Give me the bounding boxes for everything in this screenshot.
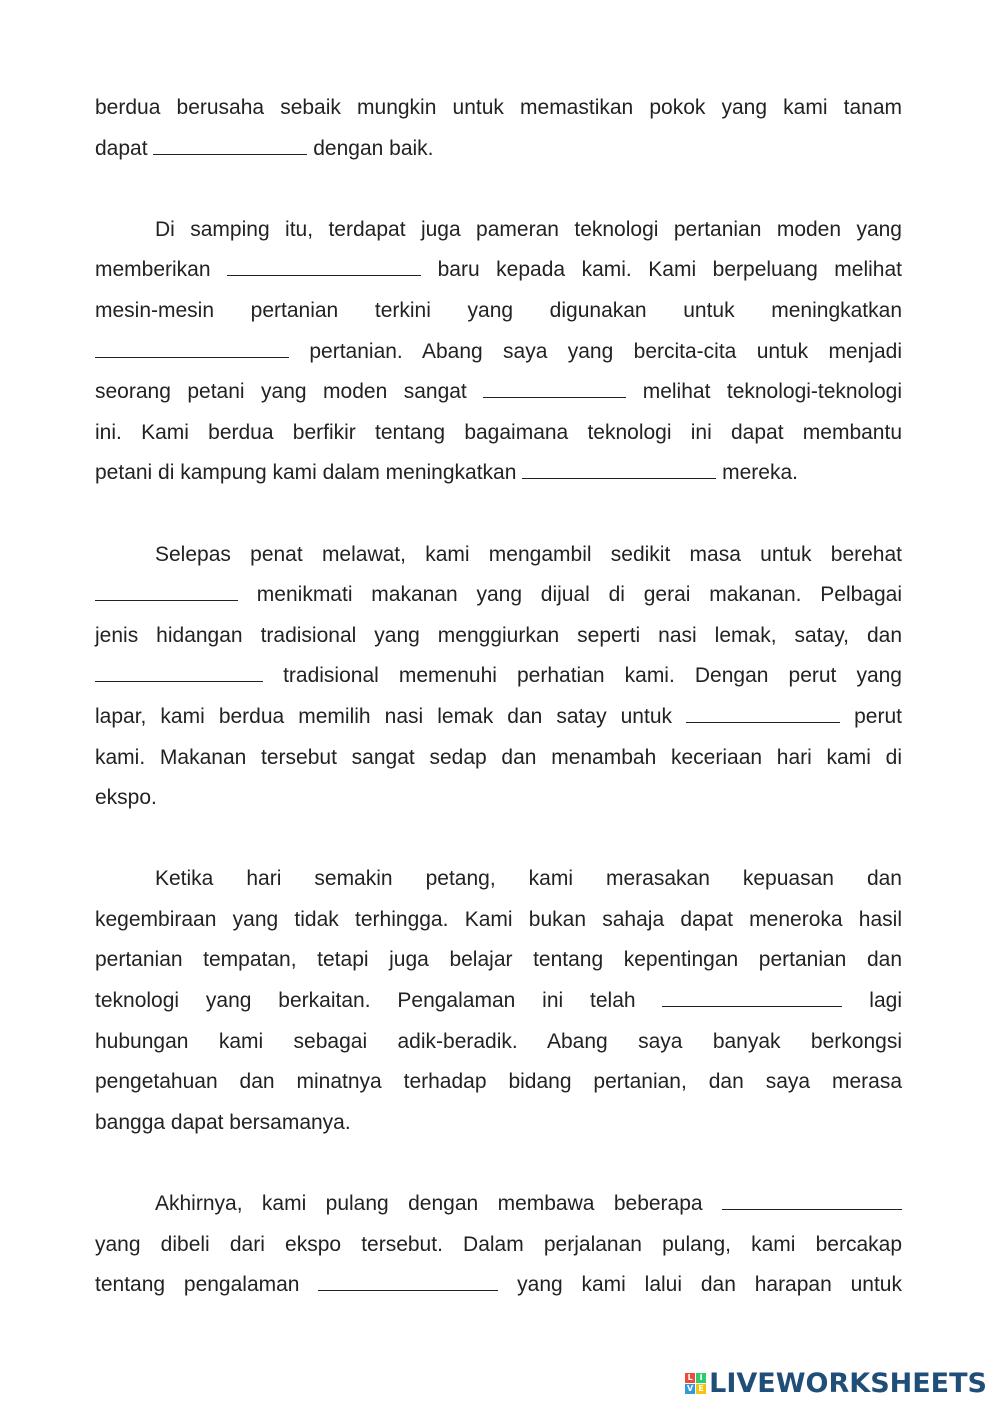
answer-blank[interactable] (483, 396, 626, 398)
text-fragment: mereka. (722, 461, 798, 485)
text-line (95, 129, 902, 170)
text-fragment: memberikan (95, 258, 211, 282)
text-line (95, 656, 902, 697)
answer-blank[interactable] (153, 153, 307, 155)
text-line: Ketika hari semakin petang, kami merasakan kepuasan dan (155, 867, 902, 891)
text-line: berdua berusaha sebaik mungkin untuk memastikan pokok yang kami tanam (95, 96, 902, 119)
logo-tile: E (696, 1384, 706, 1394)
text-line (95, 453, 902, 494)
logo-tile: L (685, 1373, 695, 1383)
text-line (95, 1184, 902, 1225)
text-fragment: Akhirnya, kami pulang dengan membawa beberapa (155, 1192, 703, 1216)
answer-blank[interactable] (95, 599, 238, 601)
answer-blank[interactable] (722, 1208, 902, 1210)
text-fragment: melihat teknologi-teknologi (642, 380, 902, 404)
text-fragment: yang kami lalui dan harapan untuk (517, 1273, 902, 1297)
answer-blank[interactable] (95, 680, 263, 682)
text-fragment: lagi (869, 989, 902, 1013)
text-line (95, 575, 902, 616)
text-line: pengetahuan dan minatnya terhadap bidang pertanian, dan saya merasa (95, 1070, 902, 1094)
text-line: bangga dapat bersamanya. (95, 1110, 351, 1134)
text-line: ekspo. (95, 786, 157, 810)
text-fragment: dengan baik. (313, 136, 434, 160)
text-line: kegembiraan yang tidak terhingga. Kami bukan sahaja dapat meneroka hasil (95, 907, 902, 931)
text-fragment: perut (854, 704, 902, 728)
logo-tile: I (696, 1373, 706, 1383)
answer-blank[interactable] (318, 1289, 498, 1291)
text-line (95, 372, 902, 413)
answer-blank[interactable] (686, 721, 840, 723)
text-line: hubungan kami sebagai adik-beradik. Abang saya banyak berkongsi (95, 1029, 902, 1053)
text-line: ini. Kami berdua berfikir tentang bagaimana teknologi ini dapat membantu (95, 420, 902, 444)
text-line (95, 697, 902, 738)
text-line: pertanian tempatan, tetapi juga belajar tentang kepentingan pertanian dan (95, 948, 902, 972)
text-fragment: lapar, kami berdua memilih nasi lemak dan satay untuk (95, 704, 672, 728)
logo-text: LIVEWORKSHEETS (709, 1367, 987, 1399)
liveworksheets-logo (685, 1366, 987, 1400)
answer-blank[interactable] (95, 356, 289, 358)
text-line (95, 1265, 902, 1306)
answer-blank[interactable] (522, 477, 716, 479)
text-fragment: teknologi yang berkaitan. Pengalaman ini telah (95, 989, 636, 1013)
text-line: jenis hidangan tradisional yang menggiurkan seperti nasi lemak, satay, dan (95, 623, 902, 647)
text-line: mesin-mesin pertanian terkini yang digunakan untuk meningkatkan (95, 298, 902, 322)
worksheet-text (95, 88, 902, 1306)
text-line (95, 981, 902, 1022)
text-line: kami. Makanan tersebut sangat sedap dan menambah keceriaan hari kami di (95, 745, 902, 769)
text-fragment: baru kepada kami. Kami berpeluang melihat (437, 258, 902, 282)
text-line: Selepas penat melawat, kami mengambil sedikit masa untuk berehat (155, 542, 902, 566)
answer-blank[interactable] (227, 274, 421, 276)
text-fragment: dapat (95, 136, 148, 160)
text-fragment: seorang petani yang moden sangat (95, 380, 467, 404)
text-line: Di samping itu, terdapat juga pameran teknologi pertanian moden yang (155, 217, 902, 241)
text-fragment: tradisional memenuhi perhatian kami. Dengan perut yang (283, 664, 902, 688)
text-fragment: tentang pengalaman (95, 1273, 300, 1297)
text-fragment: pertanian. Abang saya yang bercita-cita untuk menjadi (309, 339, 902, 363)
text-fragment: petani di kampung kami dalam meningkatkan (95, 461, 517, 485)
answer-blank[interactable] (662, 1005, 842, 1007)
logo-tile: V (687, 1383, 694, 1393)
text-line (95, 332, 902, 373)
text-line: yang dibeli dari ekspo tersebut. Dalam perjalanan pulang, kami bercakap (95, 1232, 902, 1256)
text-line (95, 250, 902, 291)
text-fragment: menikmati makanan yang dijual di gerai makanan. Pelbagai (256, 583, 902, 607)
logo-icon (685, 1373, 706, 1394)
